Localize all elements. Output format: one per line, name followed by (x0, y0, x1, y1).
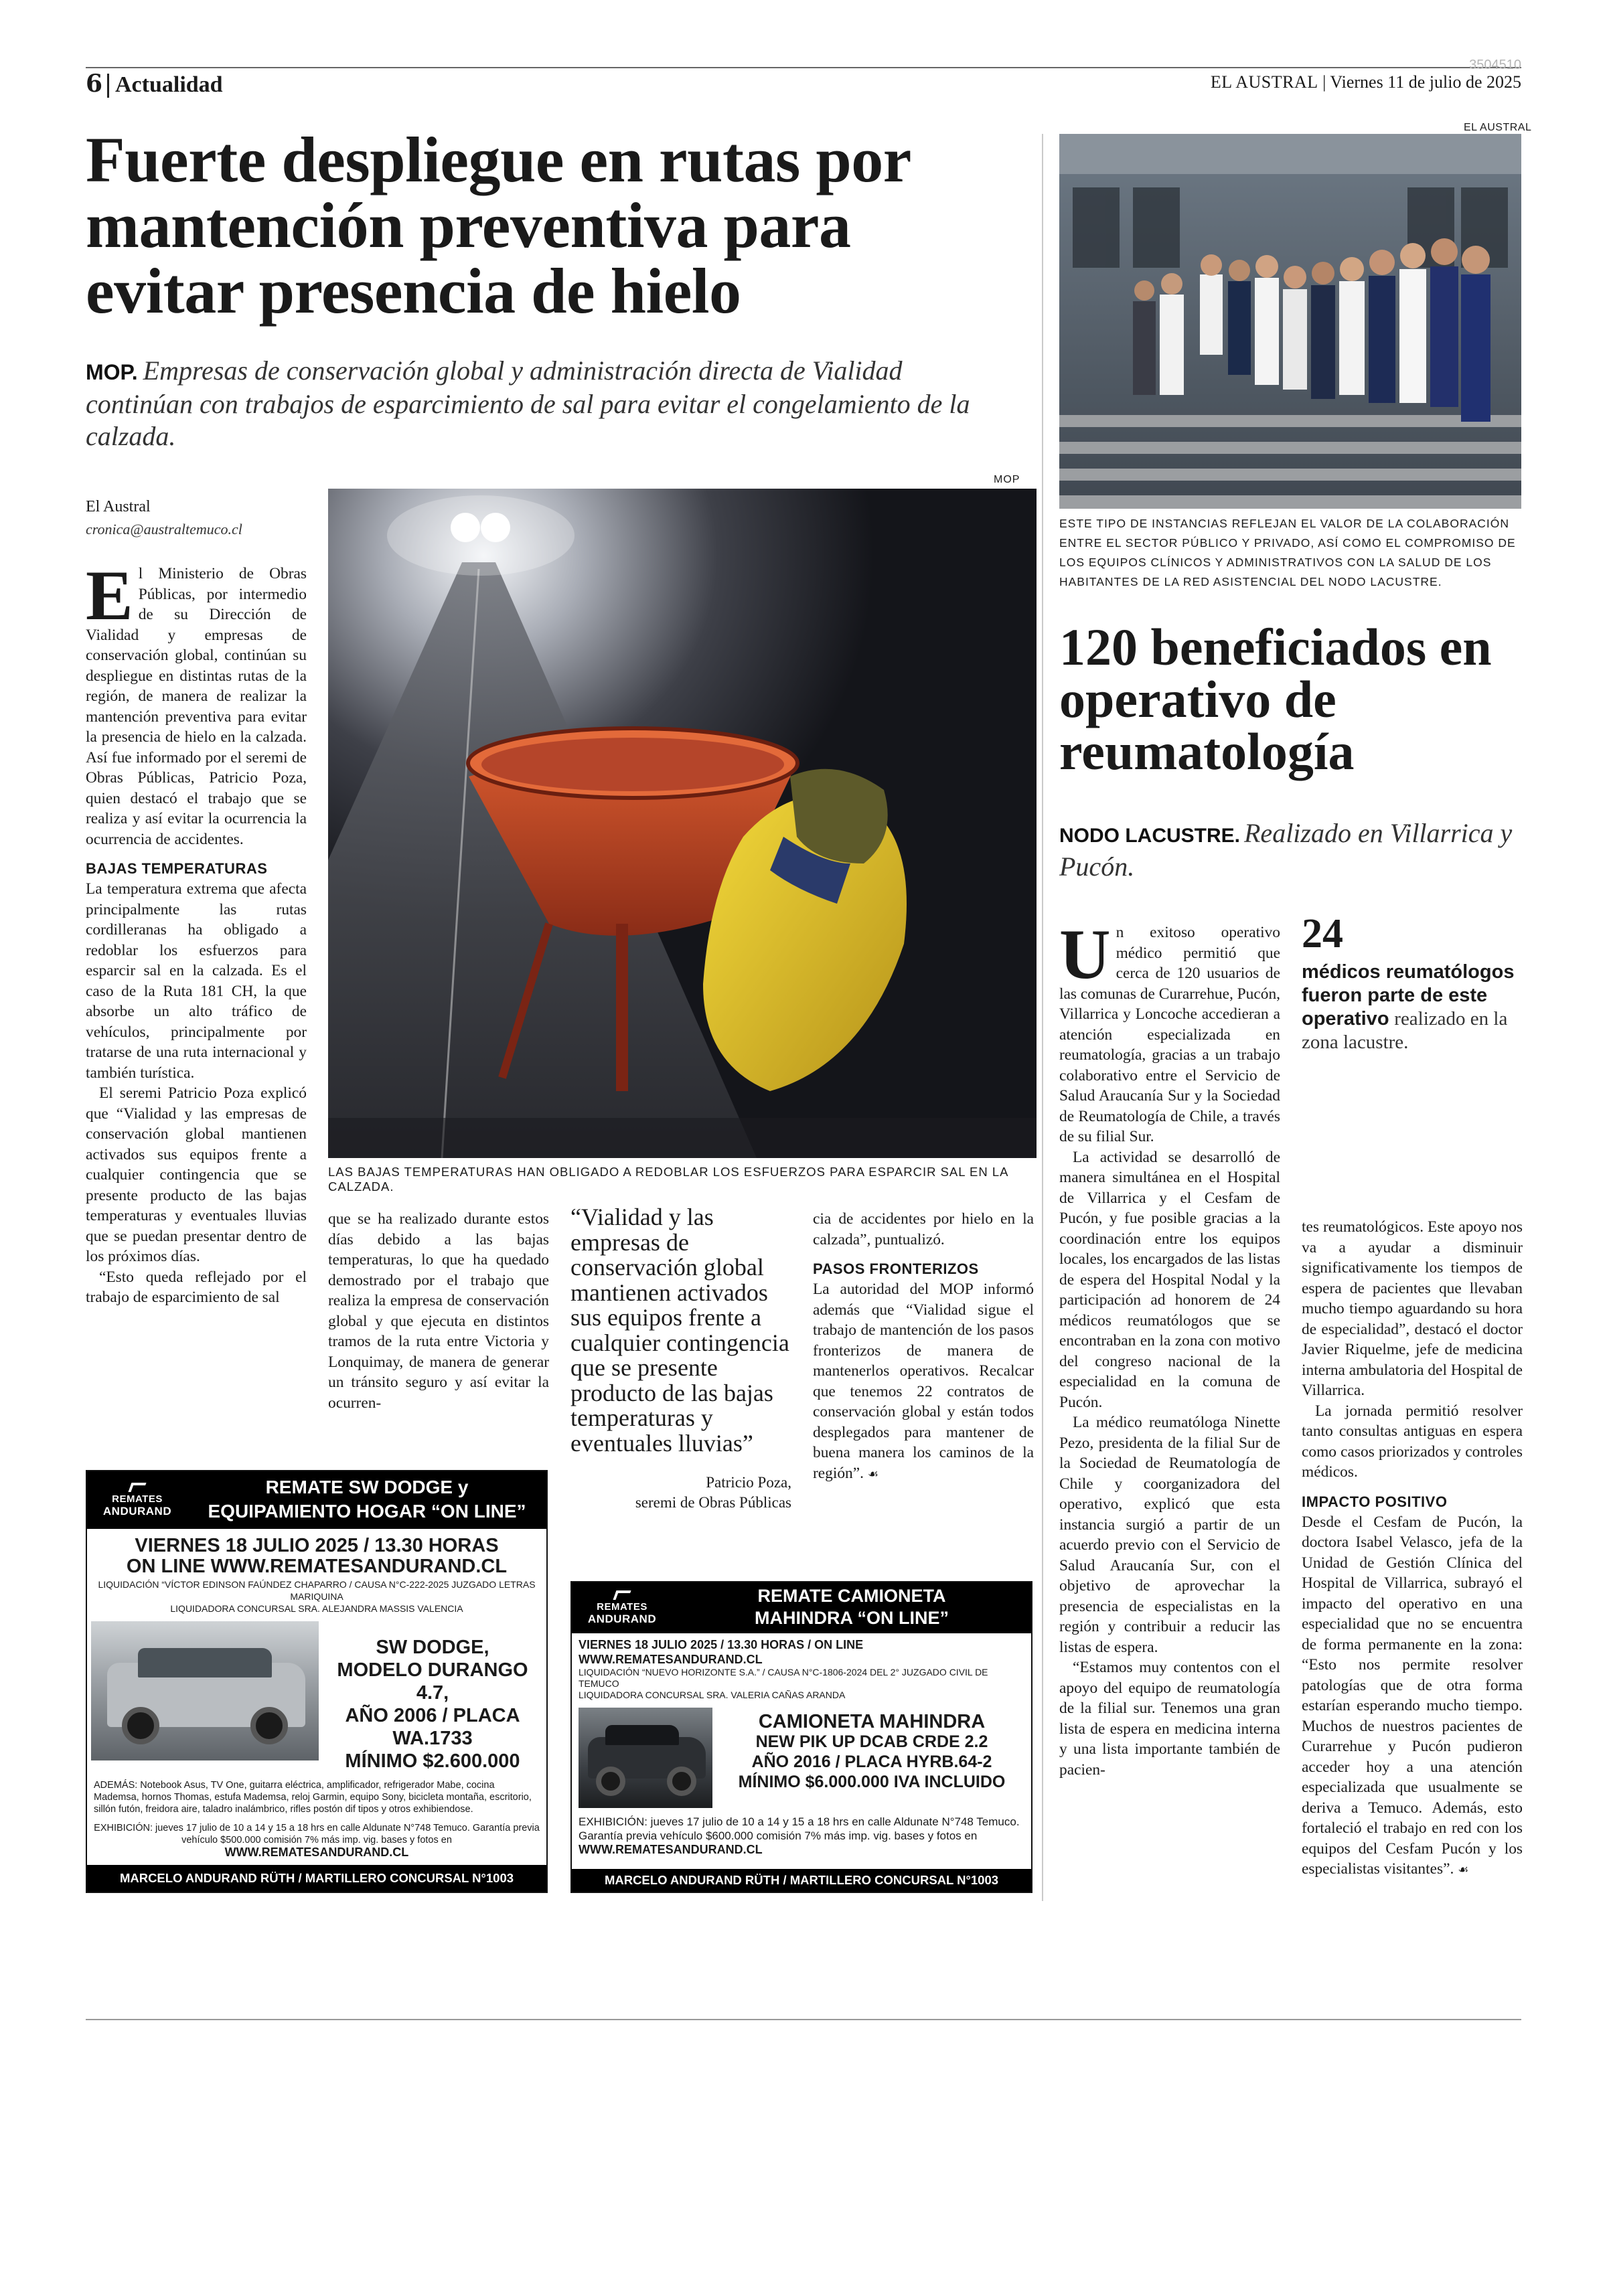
ad-exhibition: EXHIBICIÓN: jueves 17 julio de 10 a 14 y 15 a 18 hrs en calle Aldunate N°748 Temuco. Garantía previa vehículo $500.000 comisión 7% más imp. vig. bases y fotos en WWW.REMATESANDURAND.CL (94, 1823, 540, 1859)
drop-cap: U (1059, 915, 1111, 993)
paper-code: 3504510 (1469, 58, 1521, 72)
gavel-icon (613, 1590, 631, 1600)
subheading-bajas-temperaturas: BAJAS TEMPERATURAS (86, 860, 268, 877)
article-column-2 (328, 1209, 549, 1413)
side-deck-text: Realizado en Villarrica y Pucón. (1059, 818, 1513, 882)
page-number-divider (107, 74, 109, 98)
pull-quote-attribution (570, 1473, 791, 1513)
ad-additional-items: ADEMÁS: Notebook Asus, TV One, guitarra eléctrica, amplificador, refrigerador Mabe, cocina Mademsa, hornos Thomas, estufa Mademsa, reloj Garmin, equipo Sony, bicicleta montaña, escritorio, sillón futón, freidora aire, taladro inalámbrico, rifles postón dif tipos y otros exhibiendose. (94, 1780, 532, 1815)
ad-title: REMATE CAMIONETA MAHINDRA “ON LINE” (672, 1582, 1031, 1633)
ad-website-link[interactable]: WWW.REMATESANDURAND.CL (579, 1843, 763, 1856)
ad-title: REMATE SW DODGE y EQUIPAMIENTO HOGAR “ON LINE” (187, 1471, 546, 1529)
footer-rule (86, 2019, 1521, 2020)
ad-footer: MARCELO ANDURAND RÜTH / MARTILLERO CONCURSAL N°1003 (572, 1869, 1031, 1892)
medical-team-photo (1059, 134, 1521, 509)
ad-date: VIERNES 18 JULIO 2025 / 13.30 HORAS / ON LINE WWW.REMATESANDURAND.CL (579, 1638, 864, 1666)
paragraph: La jornada permitió resolver tanto consultas antiguas en espera como casos priorizados y controles médicos. (1302, 1402, 1523, 1481)
paragraph: La autoridad del MOP informó además que “Vialidad sigue el trabajo de mantención de los pasos fronterizos de manera de mantenerlos operativos. Recalcar que tenemos 22 contratos de conservación global y están todos desplegados para mantener de buena manera los caminos de la región”. ☙ (813, 1281, 1034, 1482)
paragraph: El Ministerio de Obras Públicas, por intermedio de su Dirección de Vialidad y empresas de conservación global, continúan su despliegue en distintas rutas de la región, de manera de realizar la mantención preventiva para evitar la presencia de hielo en la calzada. Así fue informado por el seremi de Obras Públicas, Patricio Poza, quien destacó el trabajo que se realiza y así evitar la ocurrencia la ocurrencia de accidentes. (86, 556, 307, 848)
medical-team-illustration (1059, 134, 1521, 509)
paragraph: El seremi Patricio Poza explicó que “Vialidad y las empresas de conservación global mantienen activados sus equipos frente a cualquier contingencia que se presente producto de las bajas temperaturas y eventuales lluvias que se puedan presentar dentro de los próximos días. (86, 1084, 307, 1265)
stat-bold-text: médicos reumatólogos fueron parte de este operativo (1302, 961, 1515, 1030)
ad-vehicle-block (572, 1708, 1031, 1808)
salt-spreader-illustration (328, 489, 1037, 1158)
auction-ad-mahindra (570, 1581, 1032, 1893)
quote-name: Patricio Poza, (706, 1474, 791, 1491)
drop-cap: E (86, 556, 133, 635)
side-article-column-1 (1059, 915, 1280, 1780)
ad-website-link[interactable]: WWW.REMATESANDURAND.CL (224, 1846, 409, 1859)
paragraph: “Esto queda reflejado por el trabajo de esparcimiento de sal (86, 1268, 307, 1306)
ad-vehicle-specs: CAMIONETA MAHINDRA NEW PIK UP DCAB CRDE 2.2 AÑO 2016 / PLACA HYRB.64-2 MÍNIMO $6.000.000 IVA INCLUIDO (738, 1711, 1006, 1791)
side-headline: 120 beneficiados en operativo de reumatología (1059, 618, 1492, 781)
remates-andurand-logo: REMATES ANDURAND (572, 1582, 672, 1633)
photo-credit: MOP (994, 474, 1020, 485)
gavel-icon (128, 1483, 146, 1492)
end-mark-icon: ☙ (1458, 1863, 1469, 1877)
side-kicker: NODO LACUSTRE. (1059, 825, 1240, 847)
ad-date: VIERNES 18 JULIO 2025 / 13.30 HORAS ON LINE WWW.REMATESANDURAND.CL (87, 1536, 546, 1577)
paper-info: EL AUSTRAL | Viernes 11 de julio de 2025 (1210, 72, 1521, 92)
paragraph: Desde el Cesfam de Pucón, la doctora Isabel Velasco, jefa de la Unidad de Gestión Clínica del Hospital de Villarrica, subrayó el impacto del operativo en una especialidad que no se encuentra de forma permanente en la zona: “Esto nos permite resolver patologías que de otra forma estarían esperando mucho tiempo. Muchos de nuestros pacientes de Curarrehue y Pucón pudieron acceder hoy a una atención especializada que usualmente se deriva a Temuco. Además, esto fortaleció el trabajo en red con los equipos del Cesfam Pucón y los especialistas visitantes”. ☙ (1302, 1513, 1523, 1878)
paragraph: Un exitoso operativo médico permitió que cerca de 120 usuarios de las comunas de Curarrehue, Pucón, Villarrica y Loncoche accedieran a atención especializada en reumatología, gracias a un trabajo colaborativo entre el Servicio de Salud Araucanía Sur y la Sociedad de Reumatología de Chile, a través de su filial Sur. (1059, 915, 1280, 1145)
pull-quote: “Vialidad y las empresas de conservación global mantienen activados sus equipos frente a cualquier contingencia que se presente producto de las bajas temperaturas y eventuales lluvias” (570, 1204, 789, 1457)
main-kicker: MOP. (86, 360, 138, 384)
byline: El Austral (86, 498, 151, 515)
page-number: 6 (86, 70, 103, 98)
side-deck (1059, 818, 1521, 882)
photo-credit: EL AUSTRAL (1464, 122, 1532, 133)
subheading-impacto-positivo: IMPACTO POSITIVO (1302, 1493, 1448, 1510)
subheading-pasos-fronterizos: PASOS FRONTERIZOS (813, 1260, 979, 1277)
team-photo-caption: ESTE TIPO DE INSTANCIAS REFLEJAN EL VALOR DE LA COLABORACIÓN ENTRE EL SECTOR PÚBLICO Y PRIVADO, ASÍ COMO EL COMPROMISO DE LOS EQUIPOS CLÍNICOS Y ADMINISTRATIVOS CON LA SALUD DE LOS HABITANTES DE LA RED ASISTENCIAL DEL NODO LACUSTRE. (1059, 517, 1516, 588)
main-deck-text: Empresas de conservación global y administración directa de Vialidad continúan con trabajos de esparcimiento de sal para evitar el congelamiento de la calzada. (86, 355, 970, 451)
paragraph: cia de accidentes por hielo en la calzada”, puntualizó. (813, 1210, 1034, 1248)
paragraph: “Estamos muy contentos con el apoyo del equipo de reumatología de la filial sur. Tenemos una gran lista de espera en medicina interna y una lista importante también de pacien- (1059, 1659, 1280, 1779)
article-column-3 (813, 1209, 1034, 1485)
ad-vehicle-specs: SW DODGE, MODELO DURANGO 4.7, AÑO 2006 / PLACA WA.1733 MÍNIMO $2.600.000 (337, 1637, 528, 1772)
stat-rest-text: realizado en la zona lacustre. (1302, 1008, 1508, 1053)
paper-date: Viernes 11 de julio de 2025 (1330, 72, 1521, 92)
header-rule (86, 67, 1521, 68)
mahindra-pickup-photo (579, 1708, 712, 1808)
main-photo-caption: LAS BAJAS TEMPERATURAS HAN OBLIGADO A REDOBLAR LOS ESFUERZOS PARA ESPARCIR SAL EN LA CALZADA. (328, 1165, 1008, 1194)
ad-footer: MARCELO ANDURAND RÜTH / MARTILLERO CONCURSAL N°1003 (87, 1865, 546, 1892)
stat-number: 24 (1302, 911, 1343, 957)
end-mark-icon: ☙ (867, 1467, 878, 1481)
article-column-1 (86, 556, 307, 1308)
ad-website-link[interactable]: ON LINE WWW.REMATESANDURAND.CL (126, 1556, 508, 1577)
side-article-column-2 (1302, 1217, 1523, 1881)
paragraph: tes reumatológicos. Este apoyo nos va a ayudar a disminuir significativamente los tiempos de espera de pacientes que llevaban mucho tiempo aguardando su hora de especialidad”, destacó el doctor Javier Riquelme, jefe de medicina interna ambulatoria del Hospital de Villarrica. (1302, 1218, 1523, 1399)
paragraph: La temperatura extrema que afecta principalmente las rutas cordilleranas ha obligado a redoblar los esfuerzos para esparcir sal en la calzada. Es el caso de la Ruta 181 CH, la que absorbe un alto tráfico de vehículos, principalmente por tratarse de una ruta internacional y también turística. (86, 880, 307, 1082)
ad-vehicle-block (87, 1621, 546, 1773)
paragraph: que se ha realizado durante estos días debido a las bajas temperaturas, lo que ha quedado demostrado por el trabajo que realiza la empresa de conservación global y que ejecuta en distintos tramos de la ruta entre Victoria y Lonquimay, de manera de generar un tránsito seguro y así evitar la ocurren- (328, 1210, 549, 1412)
paragraph: La médico reumatóloga Ninette Pezo, presidenta de la filial Sur de la Sociedad de Reumatología de Chile y coorganizadora del operativo, explicó que esta instancia surgió a partir de un acuerdo previo con el Servicio de Salud Araucanía Sur, con el objetivo de aprovechar la presencia de especialistas en la región y contribuir a reducir las listas de espera. (1059, 1414, 1280, 1656)
ad-exhibition: EXHIBICIÓN: jueves 17 julio de 10 a 14 y 15 a 18 hrs en calle Aldunate N°748 Temuco. Garantía previa vehículo $600.000 comisión 7% más imp. vig. bases y fotos en WWW.REMATESANDURAND.CL (579, 1815, 1020, 1856)
main-headline: Fuerte despliegue en rutas por mantención preventiva para evitar presencia de hielo (86, 124, 911, 327)
ad-legal: LIQUIDACIÓN “VÍCTOR EDINSON FAÚNDEZ CHAPARRO / CAUSA N°C-222-2025 JUZGADO LETRAS MARIQUINA LIQUIDADORA CONCURSAL SRA. ALEJANDRA MASSIS VALENCIA (98, 1579, 536, 1614)
main-deck (86, 355, 1010, 453)
stat-description (1302, 960, 1523, 1054)
remates-andurand-logo: REMATES ANDURAND (87, 1471, 187, 1529)
quote-role: seremi de Obras Públicas (635, 1494, 791, 1511)
section-name: Actualidad (115, 72, 223, 97)
column-divider (1042, 134, 1043, 1901)
byline-email[interactable]: cronica@australtemuco.cl (86, 521, 242, 538)
salt-spreader-photo (328, 489, 1037, 1158)
auction-ad-dodge (86, 1470, 548, 1893)
paper-name: EL AUSTRAL (1210, 72, 1318, 92)
paragraph: La actividad se desarrolló de manera simultánea en el Hospital de Villarrica y el Cesfam de Pucón, y fue posible gracias a la coordinación entre los equipos locales, los encargados de las listas de espera del Hospital Nodal y la participación ad honorem de 24 médicos reumatólogos que se encontraban en la zona con motivo del congreso nacional de la especialidad en la comuna de Pucón. (1059, 1148, 1280, 1411)
ad-legal: LIQUIDACIÓN “NUEVO HORIZONTE S.A.” / CAUSA N°C-1806-2024 DEL 2° JUZGADO CIVIL DE TEMUCO LIQUIDADORA CONCURSAL SRA. VALERIA CAÑAS ARANDA (579, 1667, 988, 1700)
ad-header (87, 1471, 546, 1529)
ad-header (572, 1582, 1031, 1633)
dodge-durango-photo (91, 1621, 319, 1760)
